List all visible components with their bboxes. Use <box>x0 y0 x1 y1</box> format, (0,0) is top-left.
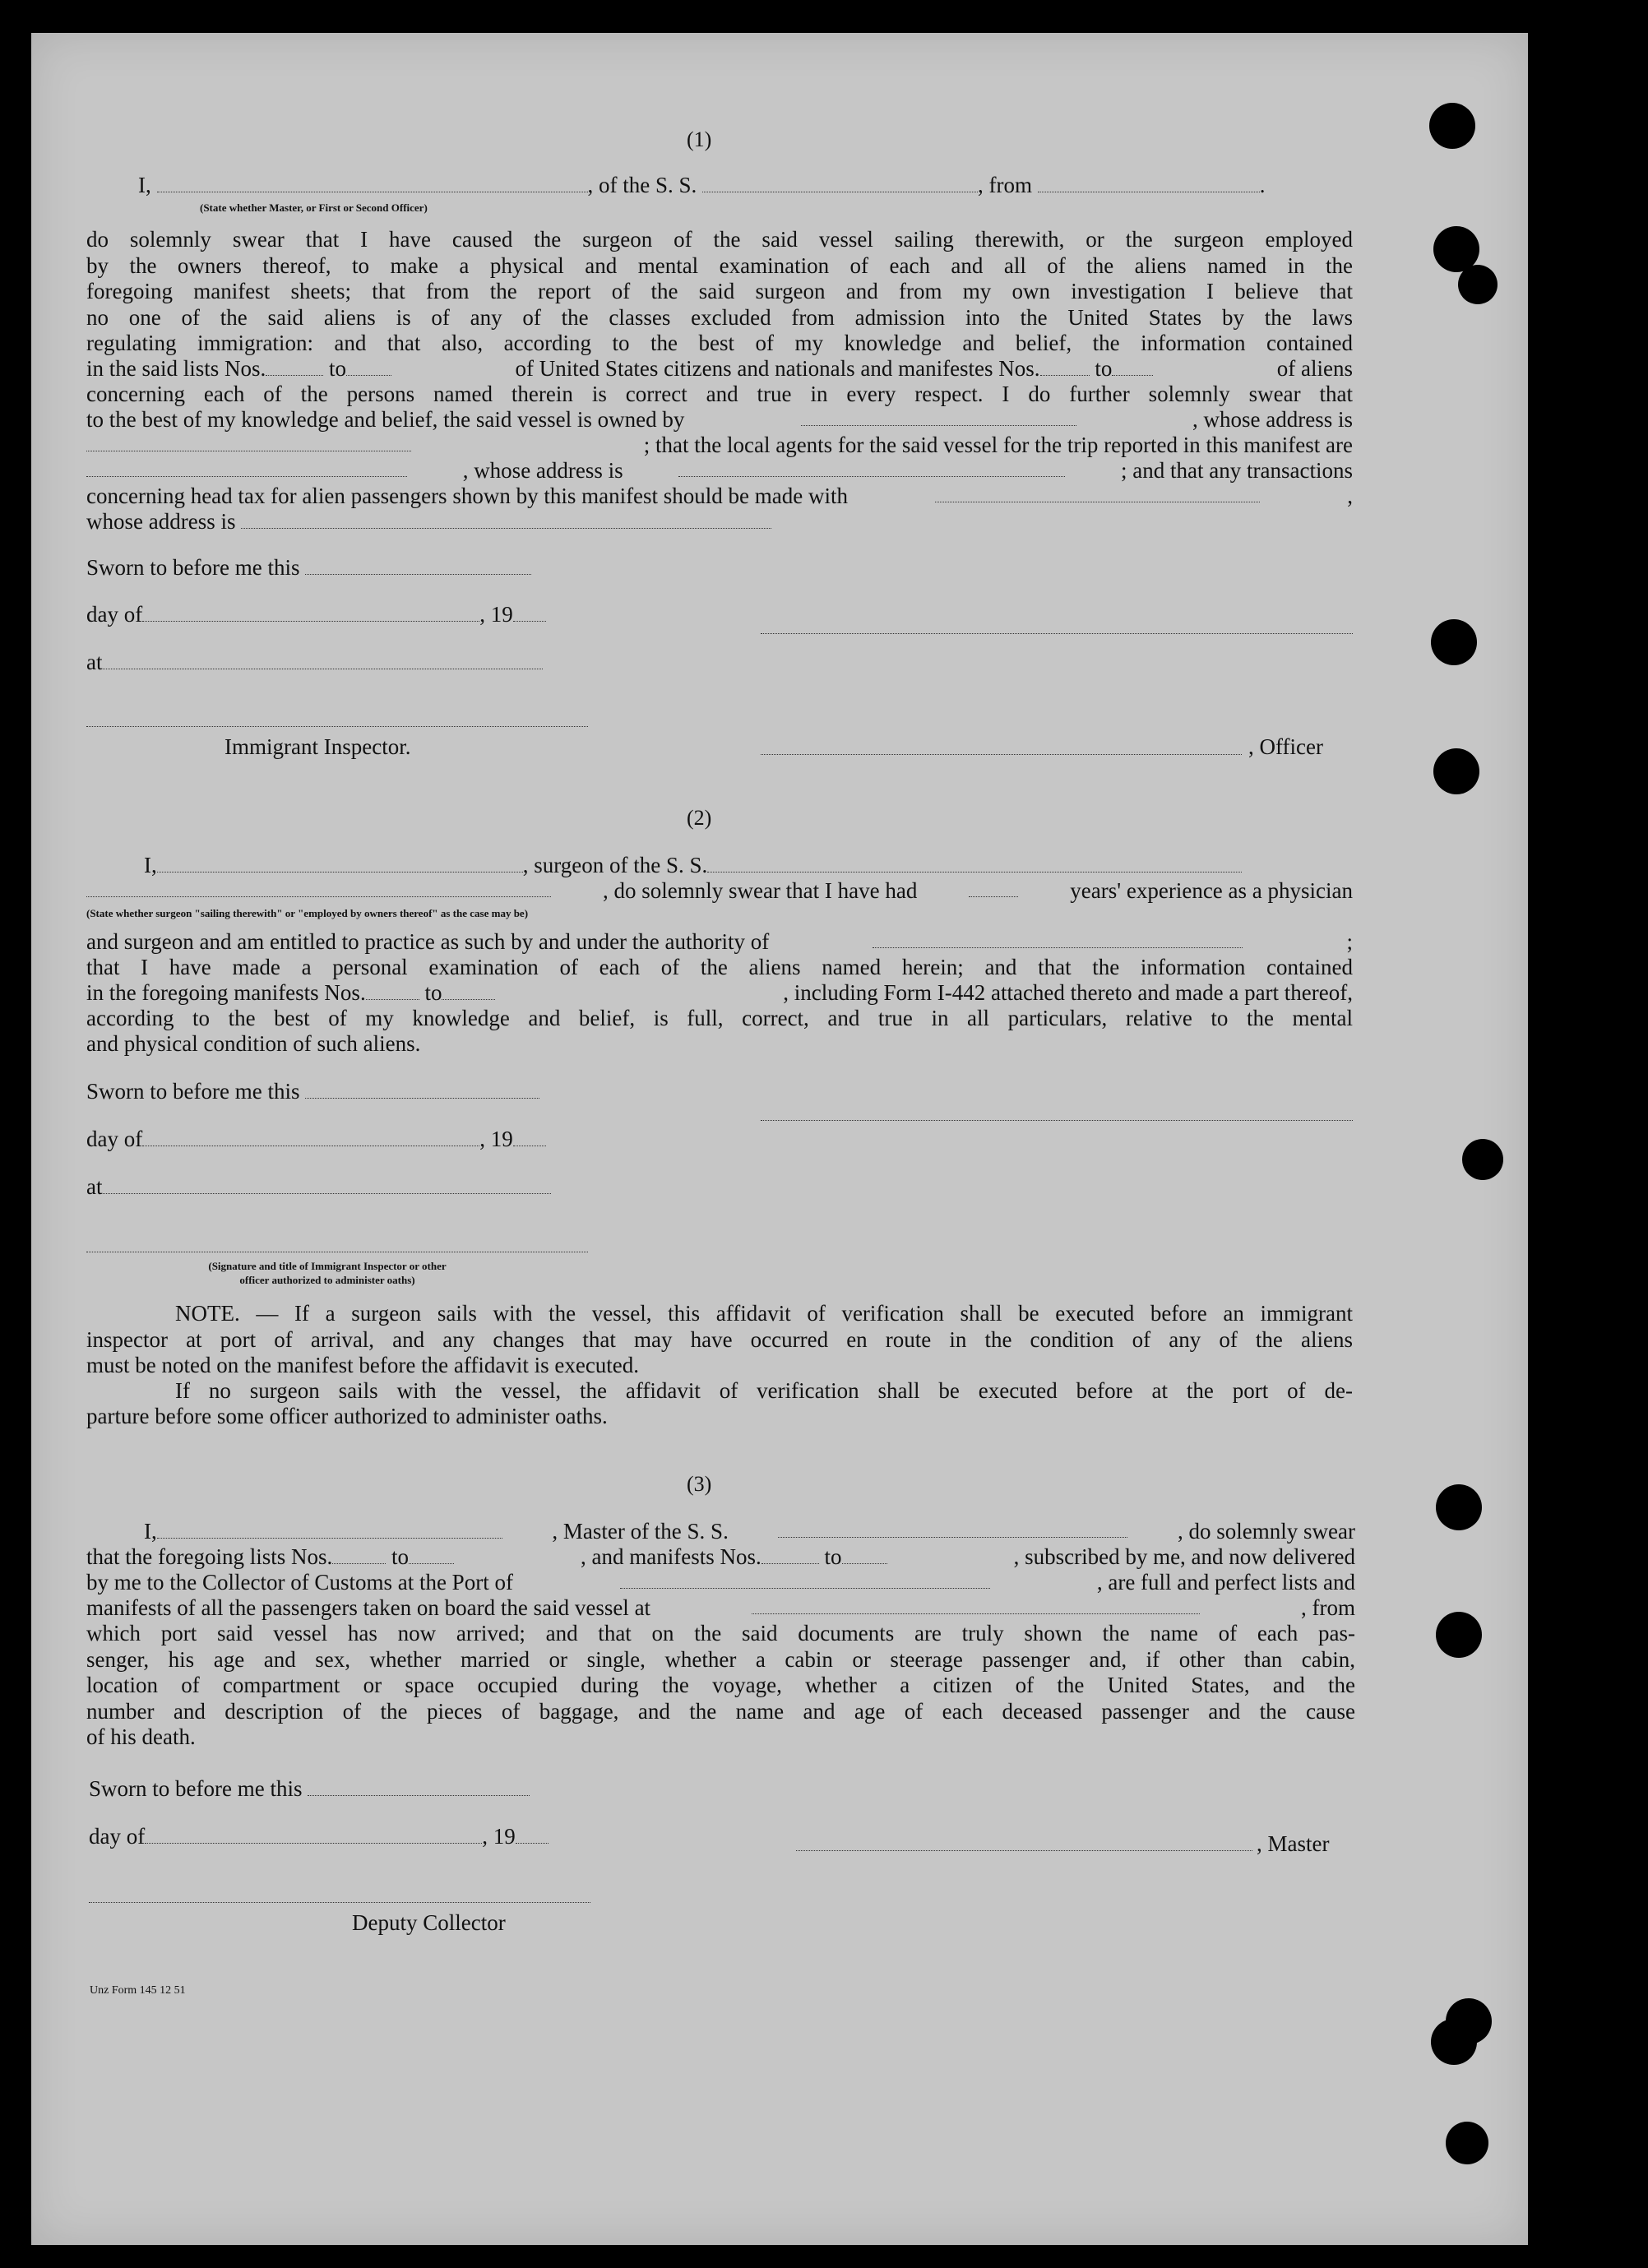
master-signature-line[interactable] <box>796 1850 1252 1851</box>
punch-hole <box>1458 265 1498 304</box>
note-text: If no surgeon sails with the vessel, the affidavit of verification shall be executed before at the port of de- <box>175 1378 1353 1403</box>
inspector-title: Immigrant Inspector. <box>225 734 411 759</box>
officer-name-line[interactable] <box>761 754 1242 755</box>
head-tax-field[interactable] <box>935 484 1260 502</box>
agents-field[interactable] <box>86 458 407 477</box>
month-field[interactable] <box>142 603 479 622</box>
year-field[interactable] <box>516 1825 549 1844</box>
officer-rank-field[interactable] <box>157 174 588 192</box>
month-field[interactable] <box>145 1825 482 1844</box>
affidavit-text: do solemnly swear that I have caused the surgeon of the said vessel sailing therewith, or the surgeon employed by the owners thereof, to make a physical and mental examination of each and all of the aliens named in the foregoing manifest sheets; that from the report of the said surgeon and from my own investigation I believe that no one of the said aliens is of any of the classes excluded from admission into the United States by the laws regulating immigration: and that also, according to the best of my knowledge and belief, the information contained <box>86 227 1353 355</box>
note-text: must be noted on the manifest before the affidavit is executed. <box>86 1353 640 1377</box>
manifest-from-field[interactable] <box>366 981 419 1000</box>
place-field[interactable] <box>103 1175 551 1194</box>
note-text: parture before some officer authorized to administer oaths. <box>86 1404 608 1428</box>
section-number: (1) <box>687 127 712 151</box>
day-of-line: day of , 19 <box>86 1127 546 1152</box>
manifest-to-field[interactable] <box>442 981 495 1000</box>
day-of-line: day of , 19 <box>86 602 546 627</box>
owner-line: to the best of my knowledge and belief, the said vessel is owned by , whose address is <box>86 407 1353 432</box>
affidavit-text: concerning each of the persons named therein is correct and true in every respect. I do further solemnly swear that <box>86 382 1353 406</box>
embark-port-field[interactable] <box>752 1595 1200 1614</box>
surgeon-signature-line[interactable] <box>761 1120 1353 1121</box>
collector-signature-line[interactable] <box>89 1902 590 1903</box>
section3-line1: I, , Master of the S. S. , do solemnly swear <box>144 1519 1355 1544</box>
section-number: (3) <box>687 1472 712 1496</box>
day-of-line: day of , 19 <box>89 1824 549 1849</box>
year-field[interactable] <box>513 603 546 622</box>
at-line: at <box>86 650 543 675</box>
punch-hole <box>1429 103 1475 149</box>
section1-line1: I, , of the S. S. , from . <box>138 173 1266 197</box>
affidavit-text: that I have made a personal examination of each of the aliens named herein; and that the information contained <box>86 955 1353 979</box>
master-title: , Master <box>1257 1831 1330 1856</box>
whose-address-line: whose address is <box>86 509 771 535</box>
punch-hole <box>1436 1612 1482 1658</box>
board-line: manifests of all the passengers taken on board the said vessel at , from <box>86 1595 1355 1620</box>
origin-port-field[interactable] <box>1038 174 1260 192</box>
punch-hole <box>1433 748 1479 794</box>
collector-title: Deputy Collector <box>352 1910 506 1935</box>
manifest-from-field[interactable] <box>762 1545 819 1564</box>
surgeon-vessel-field[interactable] <box>707 854 1242 872</box>
surgeon-status-field[interactable] <box>86 878 551 897</box>
form-number: Unz Form 145 12 51 <box>90 1984 186 1997</box>
sworn-line: Sworn to before me this <box>89 1776 530 1802</box>
place-field[interactable] <box>103 650 543 669</box>
signature-note: (Signature and title of Immigrant Inspector or other officer authorized to administer oaths) <box>208 1260 447 1286</box>
lists-line: that the foregoing lists Nos. to , and manifests Nos. to , subscribed by me, and now delivered <box>86 1544 1355 1569</box>
authority-line: and surgeon and am entitled to practice as such by and under the authority of ; <box>86 929 1353 954</box>
year-field[interactable] <box>513 1127 546 1146</box>
punch-hole <box>1431 619 1477 665</box>
surgeon-name-field[interactable] <box>157 854 523 872</box>
list-to-field[interactable] <box>409 1545 454 1564</box>
note-text: NOTE. — If a surgeon sails with the vessel, this affidavit of verification shall be executed before an immigrant inspector at port of arrival, and any changes that may have occurred en route in the condition of any of the aliens <box>86 1301 1353 1352</box>
affidavit-text: and physical condition of such aliens. <box>86 1031 421 1056</box>
officer-signature-line[interactable] <box>761 633 1353 634</box>
manifest-from-field[interactable] <box>1040 357 1090 376</box>
list-from-field[interactable] <box>266 357 323 376</box>
vessel-name-field[interactable] <box>702 174 978 192</box>
officer-title: , Officer <box>1248 734 1323 759</box>
affidavit-text: which port said vessel has now arrived; and that on the said documents are truly shown the name of each pas- senger, his age and sex, whether married or single, whether a cabin or steerage passenger and, if other than cabin, location of compartment or space occupied during the voyage, whether a citizen of the United States, and the number and description of the pieces of baggage, and the name and age of each deceased passenger and the cause <box>86 1621 1355 1724</box>
at-line: at <box>86 1174 551 1200</box>
sworn-date-field[interactable] <box>308 1777 530 1796</box>
manifest-to-field[interactable] <box>1112 357 1153 376</box>
list-from-field[interactable] <box>332 1545 386 1564</box>
agents-line: ; that the local agents for the said vessel for the trip reported in this manifest are <box>86 433 1353 458</box>
port-line: by me to the Collector of Customs at the Port of , are full and perfect lists and <box>86 1570 1355 1595</box>
punch-hole <box>1462 1139 1503 1180</box>
head-tax-line: concerning head tax for alien passengers shown by this manifest should be made with , <box>86 484 1353 508</box>
form-sheet <box>31 33 1528 2245</box>
inspector-signature-line[interactable] <box>86 726 588 727</box>
sworn-line: Sworn to before me this <box>86 1079 539 1104</box>
month-field[interactable] <box>142 1127 479 1146</box>
punch-hole <box>1446 2122 1488 2164</box>
master-vessel-field[interactable] <box>778 1519 1127 1538</box>
port-field[interactable] <box>620 1570 990 1589</box>
sworn-date-field[interactable] <box>305 1080 539 1099</box>
affidavit-text: of his death. <box>86 1724 196 1749</box>
sworn-date-field[interactable] <box>305 556 531 575</box>
punch-hole <box>1431 2019 1477 2065</box>
agent-address-field[interactable] <box>678 458 1065 477</box>
authority-field[interactable] <box>873 929 1243 948</box>
affidavit-text: according to the best of my knowledge and belief, is full, correct, and true in all particulars, relative to the mental <box>86 1006 1353 1030</box>
owner-address-field[interactable] <box>86 433 411 451</box>
experience-years-field[interactable] <box>969 878 1018 897</box>
section2-line1: I, , surgeon of the S. S. <box>144 853 1242 878</box>
lists-line: in the said lists Nos. to of United States citizens and nationals and manifestes Nos. to of aliens <box>86 356 1353 381</box>
head-tax-address-field[interactable] <box>241 510 771 529</box>
section-number: (2) <box>687 806 712 830</box>
manifests-line: in the foregoing manifests Nos. to , including Form I-442 attached thereto and made a part thereof, <box>86 980 1353 1005</box>
field-note: (State whether surgeon "sailing therewith" or "employed by owners thereof" as the case may be) <box>86 907 529 919</box>
list-to-field[interactable] <box>346 357 391 376</box>
manifest-to-field[interactable] <box>842 1545 887 1564</box>
master-name-field[interactable] <box>157 1520 502 1539</box>
agent-address-line: , whose address is ; and that any transactions <box>86 458 1353 484</box>
punch-hole <box>1436 1484 1482 1530</box>
field-note: (State whether Master, or First or Second Officer) <box>200 201 428 214</box>
sworn-line: Sworn to before me this <box>86 555 531 581</box>
owner-field[interactable] <box>801 407 1076 426</box>
section2-line2: , do solemnly swear that I have had years' experience as a physician <box>86 878 1353 904</box>
